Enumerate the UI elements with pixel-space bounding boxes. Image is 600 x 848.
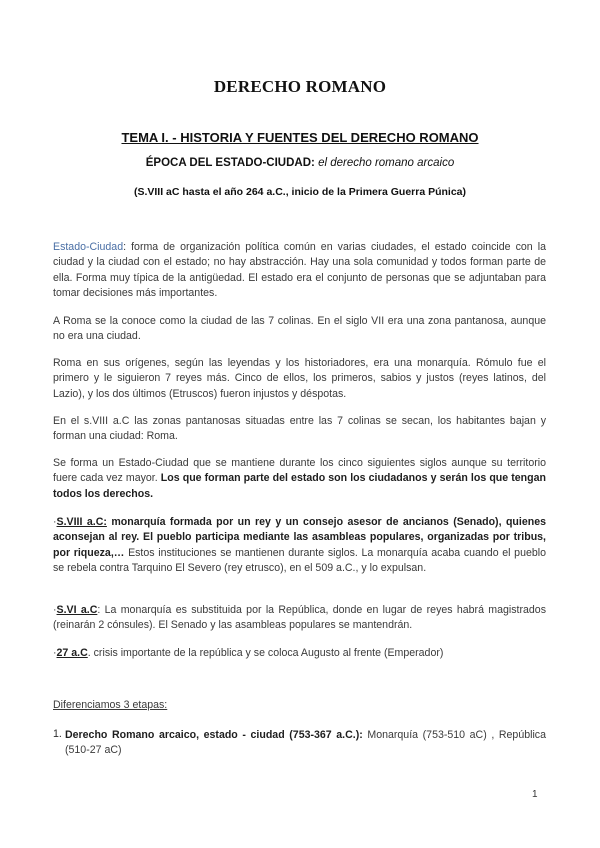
period-note: (S.VIII aC hasta el año 264 a.C., inicio de la Primera Guerra Púnica)	[133, 186, 467, 198]
label-s-vi: S.VI a.C	[56, 604, 98, 616]
bullet-marker: ·	[53, 647, 57, 659]
paragraph-siglo-viii: En el s.VIII a.C las zonas pantanosas situadas entre las 7 colinas se secan, los habitantes bajan y forman una ciudad: Roma.	[53, 415, 546, 443]
section-title: TEMA I. - HISTORIA Y FUENTES DEL DERECHO ROMANO	[121, 130, 479, 145]
paragraph-text: Estos instituciones se mantienen durante siglos. La monarquía acaba cuando el pueblo se rebela contra Tarquino El Severo (rey etrusco), en el 509 a.C., y lo expulsan.	[53, 546, 546, 575]
paragraph-republica	[53, 603, 546, 634]
bullet-marker: ·	[53, 516, 57, 528]
list-item-text: Monarquía (753-510 aC) , República (510-27 aC)	[65, 729, 546, 757]
paragraph-monarquia	[53, 515, 546, 577]
paragraph-augusto	[53, 646, 546, 661]
paragraph-estado-ciudad-forma	[53, 456, 546, 502]
page-number: 1	[532, 789, 538, 800]
subsection-title-bold: ÉPOCA DEL ESTADO-CIUDAD:	[145, 157, 315, 169]
bullet-marker: ·	[53, 604, 57, 616]
document-title: DERECHO ROMANO	[213, 77, 387, 96]
etapas-heading: Diferenciamos 3 etapas:	[53, 699, 168, 711]
paragraph-text: : La monarquía es substituida por la República, donde en lugar de reyes habrá magistrados (reinarán 2 cónsules). El Senado y las asambleas populares se mantendrán.	[53, 604, 546, 632]
paragraph-bold-text: monarquía formada por un rey y un consejo asesor de ancianos (Senado), quienes aconsejan al rey. El pueblo participa mediante las asambleas populares, organizadas por tribus, por riqueza,…	[53, 516, 546, 559]
paragraph-roma-origenes: Roma en sus orígenes, según las leyendas y los historiadores, era una monarquía. Rómulo fue el primero y le siguieron 7 reyes más. Cinco de ellos, los primeros, sabios y justos (reyes latinos, del Lazio), y los dos últimos (Etruscos) fueron injustos y déspotas.	[53, 357, 546, 400]
paragraph-estado-ciudad	[53, 240, 546, 302]
label-s-viii: S.VIII a.C:	[56, 516, 107, 528]
paragraph-roma-colinas: A Roma se la conoce como la ciudad de las 7 colinas. En el siglo VII era una zona pantanosa, aunque no era una ciudad.	[53, 315, 546, 343]
list-item-bold-text: Derecho Romano arcaico, estado - ciudad (753-367 a.C.):	[65, 729, 363, 741]
term-estado-ciudad: Estado-Ciudad	[53, 241, 124, 253]
paragraph-text: : forma de organización política común en varias ciudades, el estado coincide con la ciudad y la ciudad con el estado; no hay abstracción. Hay una sola comunidad y todos forman parte de ella. Forma muy típica de la antigüedad. El estado era el conjunto de personas que se adjuntaban para tomar decisiones más importantes.	[53, 241, 546, 300]
paragraph-bold-text: Los que forman parte del estado son los ciudadanos y serán los que tengan todos los derechos.	[53, 472, 546, 500]
subsection-title-italic: el derecho romano arcaico	[318, 157, 455, 169]
paragraph-text: Se forma un Estado-Ciudad que se mantiene durante los cinco siguientes siglos aunque su territorio fuere cada vez mayor.	[53, 457, 546, 485]
subsection-title	[0, 157, 600, 169]
list-item	[65, 728, 546, 759]
label-27-ac: 27 a.C	[56, 647, 88, 659]
list-item-number: 1.	[53, 728, 62, 740]
paragraph-text: . crisis importante de la república y se coloca Augusto al frente (Emperador)	[87, 647, 444, 659]
